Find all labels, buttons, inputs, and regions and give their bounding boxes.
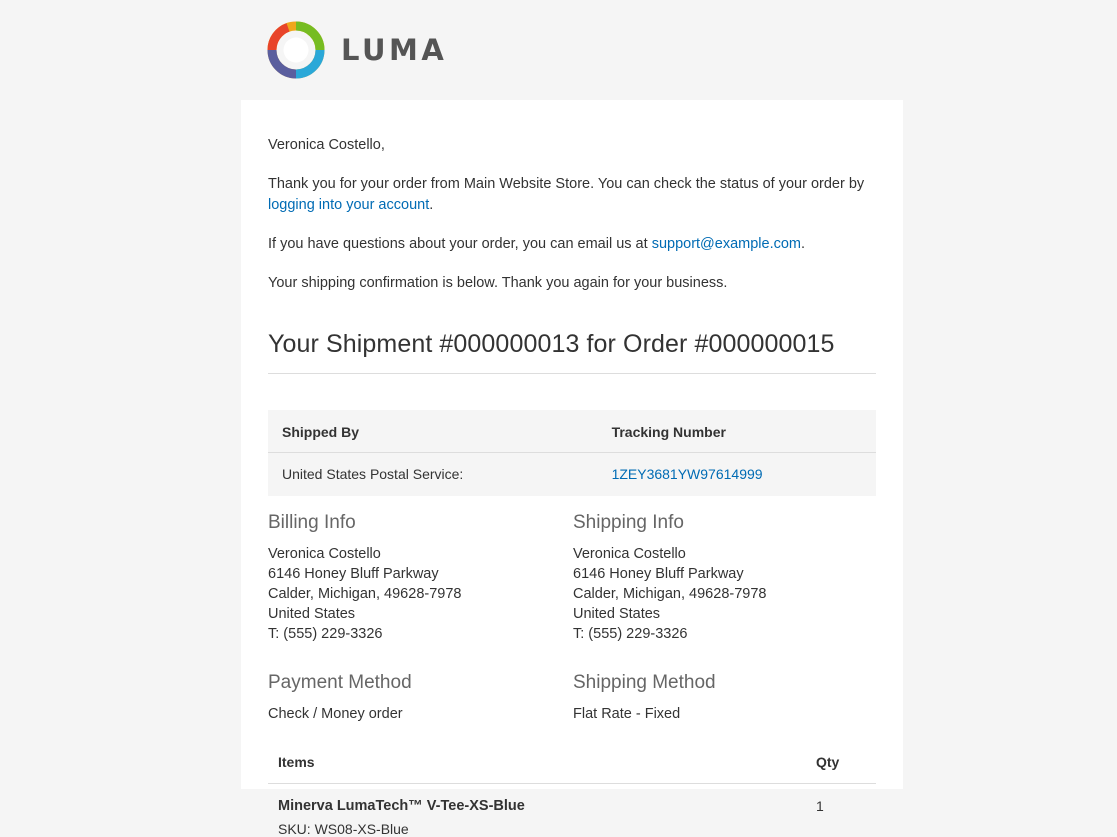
billing-line: Calder, Michigan, 49628-7978 — [268, 586, 462, 603]
support-paragraph — [268, 234, 876, 255]
header-shipped-by: Shipped By — [268, 410, 598, 453]
carrier-value: United States Postal Service: — [282, 466, 464, 483]
header-qty: Qty — [816, 754, 876, 784]
thanks-text-tail: . — [429, 197, 434, 214]
tracking-number-link[interactable]: 1ZEY3681YW97614999 — [611, 466, 763, 483]
item-cell — [268, 784, 816, 837]
shipping-line: Calder, Michigan, 49628-7978 — [573, 586, 767, 603]
page-title: Your Shipment #000000013 for Order #000000015 — [268, 330, 876, 374]
customer-greeting: Veronica Costello, — [268, 137, 385, 153]
table-row — [268, 453, 876, 497]
login-account-link[interactable]: logging into your account — [268, 197, 430, 214]
item-qty: 1 — [816, 798, 824, 815]
support-email-link[interactable]: support@example.com — [651, 236, 801, 253]
header-items: Items — [268, 754, 816, 784]
questions-text-tail: . — [801, 236, 806, 253]
shipping-method-title: Shipping Method — [573, 672, 716, 694]
header-tracking-number: Tracking Number — [598, 410, 876, 453]
billing-line: United States — [268, 606, 356, 623]
confirmation-note: Your shipping confirmation is below. Thank you again for your business. — [268, 275, 728, 292]
payment-method-block — [268, 672, 572, 724]
thanks-text: Thank you for your order from Main Website Store. You can check the status of your order by — [268, 176, 865, 193]
shipping-line: 6146 Honey Bluff Parkway — [573, 566, 744, 583]
email-body — [241, 135, 903, 837]
billing-phone: T: (555) 229-3326 — [268, 626, 383, 643]
email-container — [241, 0, 903, 837]
shipping-info-title: Shipping Info — [573, 512, 684, 534]
shipping-info-block — [572, 512, 876, 644]
questions-text: If you have questions about your order, you can email us at — [268, 236, 652, 253]
shipping-method-value: Flat Rate - Fixed — [573, 706, 681, 723]
order-thanks-paragraph — [268, 174, 876, 216]
address-columns — [268, 512, 876, 644]
payment-method-title: Payment Method — [268, 672, 412, 694]
billing-line: 6146 Honey Bluff Parkway — [268, 566, 439, 583]
shipping-phone: T: (555) 229-3326 — [573, 626, 688, 643]
table-row — [268, 784, 876, 837]
billing-info-title: Billing Info — [268, 512, 356, 534]
shipment-summary-table — [268, 410, 876, 496]
items-table — [268, 754, 876, 837]
shipping-line: Veronica Costello — [573, 546, 686, 563]
payment-method-value: Check / Money order — [268, 706, 403, 723]
method-columns — [268, 672, 876, 724]
billing-info-block — [268, 512, 572, 644]
shipping-line: United States — [573, 606, 661, 623]
email-header — [241, 0, 903, 100]
brand-logo[interactable] — [268, 22, 447, 78]
table-header-row — [268, 410, 876, 453]
item-name: Minerva LumaTech™ V-Tee-XS-Blue — [278, 798, 525, 815]
table-header-row — [268, 754, 876, 784]
tracking-number-cell — [598, 453, 876, 497]
brand-name: LUMA — [341, 33, 448, 67]
luma-ring-logo-icon — [268, 22, 324, 78]
shipping-method-block — [572, 672, 876, 724]
billing-line: Veronica Costello — [268, 546, 381, 563]
item-sku: SKU: WS08-XS-Blue — [278, 821, 409, 837]
